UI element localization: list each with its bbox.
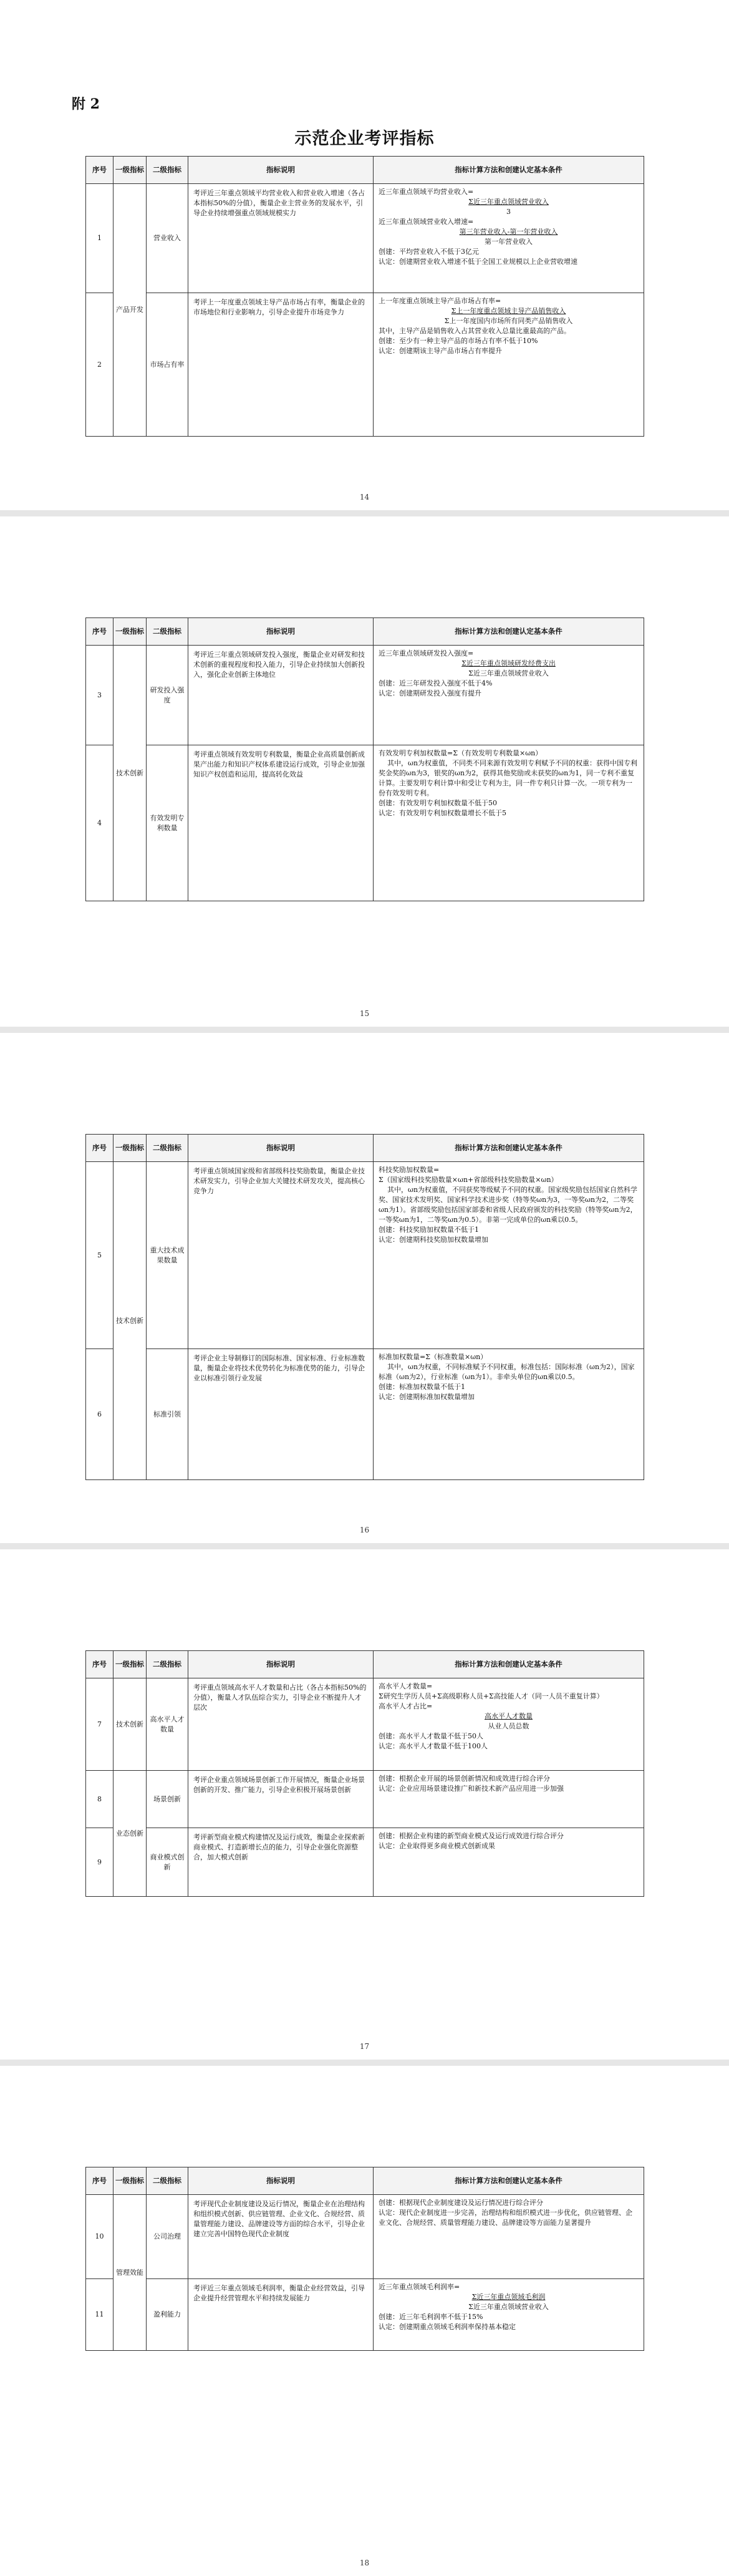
header-level1: 一级指标 [113,2167,147,2195]
formula-line: 创建：根据企业构建的新型商业模式及运行成效进行综合评分 [379,1832,564,1840]
formula-line: 科技奖励加权数量= [379,1166,440,1174]
level1-indicator: 管理效能 [113,2195,147,2351]
header-description: 指标说明 [188,157,374,184]
formula-line: 3 [506,207,511,216]
level2-indicator: 场景创新 [147,1771,188,1828]
formula-cell [374,2279,644,2351]
table-body [86,1162,644,1480]
formula-line: 认定：现代企业制度进一步完善，治理结构和组织模式进一步优化，供应链管理、企业文化、合规经营、质量管理能力建设、品牌建设等方面能力显著提升 [379,2208,632,2227]
formula-line: 认定：创建期营业收入增速不低于全国工业规模以上企业营收增速 [379,257,577,266]
table-header [86,2167,644,2195]
row-index: 4 [86,745,113,901]
table-body [86,646,644,901]
header-description: 指标说明 [188,1135,374,1162]
document-title: 示范企业考评指标 [294,129,435,148]
formula-line: 认定：创建期科技奖励加权数量增加 [379,1235,488,1244]
formula-line: 创建：至少有一种主导产品的市场占有率不低于10% [379,336,538,345]
formula-cell [374,2195,644,2279]
header-index: 序号 [86,1135,113,1162]
formula-cell [374,1828,644,1897]
formula-line: 从业人员总数 [488,1721,529,1730]
formula-line: 高水平人才占比= [379,1702,433,1710]
level2-indicator: 市场占有率 [147,293,188,437]
formula-cell [374,1678,644,1771]
row-index: 8 [86,1771,113,1828]
formula-line: 认定：企业应用场景建设推广和新技术新产品应用进一步加强 [379,1784,564,1793]
header-formula: 指标计算方法和创建认定基本条件 [374,1135,644,1162]
formula-line: 有效发明专利加权数量=Σ（有效发明专利数量×ωn） [379,749,543,757]
formula-cell [374,646,644,745]
header-index: 序号 [86,157,113,184]
formula-line: Σ上一年度重点领域主导产品销售收入 [451,306,566,315]
formula-line: 认定：创建期标准加权数量增加 [379,1392,475,1401]
header-formula: 指标计算方法和创建认定基本条件 [374,2167,644,2195]
header-level1: 一级指标 [113,1651,147,1678]
formula-line: 创建：有效发明专利加权数量不低于50 [379,798,497,807]
table-header-row [86,618,644,646]
table-row [86,1162,644,1349]
formula-line: 认定：创建期研发投入强度有提升 [379,689,481,697]
table-row [86,1771,644,1828]
indicator-description: 考评重点领域国家级和省部级科技奖励数量，衡量企业技术研发实力，引导企业加大关键技术研发攻关，提高核心竞争力 [188,1162,374,1349]
formula-line: 近三年重点领域营业收入增速= [379,217,474,226]
table-row [86,2195,644,2279]
table-header-row [86,157,644,184]
header-formula: 指标计算方法和创建认定基本条件 [374,157,644,184]
formula-line: 创建：科技奖励加权数量不低于1 [379,1225,479,1234]
formula-cell [374,1349,644,1480]
formula-line: Σ近三年重点领域毛利润 [471,2292,546,2301]
indicator-description: 考评企业重点领域场景创新工作开展情况，衡量企业场景创新的开发、推广能力，引导企业积极开展场景创新 [188,1771,374,1828]
formula-line: 创建：平均营业收入不低于3亿元 [379,247,479,256]
formula-line: Σ（国家级科技奖励数量×ωn+省部级科技奖励数量×ωn） [379,1175,558,1184]
table-header-row [86,1651,644,1678]
table-row [86,646,644,745]
formula-line: 第一年营业收入 [485,237,533,246]
formula-line: Σ近三年重点领域营业收入 [468,669,549,677]
header-formula: 指标计算方法和创建认定基本条件 [374,1651,644,1678]
document-page [0,1549,729,2060]
indicator-description: 考评上一年度重点领域主导产品市场占有率，衡量企业的市场地位和行业影响力，引导企业提升市场竞争力 [188,293,374,437]
header-index: 序号 [86,2167,113,2195]
page-number: 15 [359,1009,370,1018]
formula-line: 认定：企业取得更多商业模式创新成果 [379,1841,495,1850]
row-index: 5 [86,1162,113,1349]
formula-line: Σ上一年度国内市场所有同类产品销售收入 [444,316,573,325]
document-page [0,516,729,1027]
page-number: 17 [359,2042,370,2051]
indicator-table [85,617,644,901]
formula-line: 创建：近三年研发投入强度不低于4% [379,679,493,687]
level1-indicator: 技术创新 [113,646,147,901]
level2-indicator: 高水平人才数量 [147,1678,188,1771]
header-level2: 二级指标 [147,1651,188,1678]
formula-line: 创建：近三年毛利润率不低于15% [379,2312,483,2321]
formula-cell [374,745,644,901]
level2-indicator: 营业收入 [147,184,188,293]
formula-line: 创建：根据现代企业制度建设及运行情况进行综合评分 [379,2199,543,2207]
row-index: 10 [86,2195,113,2279]
indicator-description: 考评近三年重点领域毛利润率，衡量企业经营效益，引导企业提升经营管理水平和持续发展能力 [188,2279,374,2351]
document-page [0,2066,729,2576]
formula-cell [374,293,644,437]
header-level2: 二级指标 [147,2167,188,2195]
formula-line: 其中，ωn为权重值，不同类不同来源有效发明专利赋予不同的权重：获得中国专利奖金奖的ωn为3，银奖的ωn为2，获得其他奖励或未获奖的ωn为1，同一专利不重复计算。主要发明专利计算中和受让专利为主，同一件专利只计算一次。一项专利为一份有效发明专利。 [379,758,638,797]
indicator-description: 考评近三年重点领域平均营业收入和营业收入增速（各占本指标50%的分值），衡量企业主营业务的发展水平，引导企业持续增强重点领域规模实力 [188,184,374,293]
table-header [86,1651,644,1678]
header-level2: 二级指标 [147,157,188,184]
formula-line: 认定：创建期该主导产品市场占有率提升 [379,346,502,355]
table-row [86,293,644,437]
formula-line: 标准加权数量=Σ（标准数量×ωn） [379,1353,488,1361]
indicator-table [85,2167,644,2351]
level1-indicator: 技术创新 [113,1678,147,1771]
table-header [86,157,644,184]
level2-indicator: 盈利能力 [147,2279,188,2351]
formula-line: 高水平人才数量 [485,1712,533,1720]
header-description: 指标说明 [188,1651,374,1678]
table-header [86,618,644,646]
annex-label: 附 2 [72,96,100,112]
table-body [86,2195,644,2351]
formula-line: 创建：根据企业开展的场景创新情况和成效进行综合评分 [379,1775,550,1783]
row-index: 2 [86,293,113,437]
header-level1: 一级指标 [113,618,147,646]
formula-line: 认定：高水平人才数量不低于100人 [379,1741,488,1750]
formula-line: Σ近三年重点领域营业收入 [468,197,549,206]
formula-cell [374,1771,644,1828]
formula-line: 创建：高水平人才数量不低于50人 [379,1731,483,1740]
table-body [86,1678,644,1897]
document-page [0,0,729,510]
formula-line: Σ研究生学历人员+Σ高级职称人员+Σ高技能人才（同一人员不重复计算） [379,1692,604,1700]
row-index: 1 [86,184,113,293]
table-row [86,745,644,901]
document-page [0,1033,729,1543]
row-index: 3 [86,646,113,745]
formula-line: 上一年度重点领域主导产品市场占有率= [379,297,501,305]
table-row [86,1349,644,1480]
formula-line: 其中，ωn为权重值，不同获奖等级赋予不同的权重。国家级奖励包括国家自然科学奖、国家技术发明奖、国家科学技术进步奖（特等奖ωn为3，一等奖ωn为2，二等奖ωn为1）。省部级奖励包括国家部委和省级人民政府颁发的科技奖励（特等奖ωn为2，一等奖ωn为1，二等奖ωn为0.5）。非第一完成单位的ωn乘以0.5。 [379,1185,638,1224]
row-index: 9 [86,1828,113,1897]
table-header [86,1135,644,1162]
table-row [86,1678,644,1771]
formula-line: Σ近三年重点领域营业收入 [468,2302,549,2311]
formula-cell [374,184,644,293]
header-formula: 指标计算方法和创建认定基本条件 [374,618,644,646]
page-number: 16 [359,1526,370,1534]
level2-indicator: 公司治理 [147,2195,188,2279]
indicator-description: 考评现代企业制度建设及运行情况，衡量企业在治理结构和组织模式创新、供应链管理、企业文化、合规经营、质量管理能力建设、品牌建设等方面的综合水平，引导企业建立完善中国特色现代企业制度 [188,2195,374,2279]
indicator-description: 考评重点领域有效发明专利数量，衡量企业高质量创新成果产出能力和知识产权体系建设运行成效，引导企业加强知识产权创造和运用，提高转化效益 [188,745,374,901]
indicator-description: 考评重点领域高水平人才数量和占比（各占本指标50%的分值），衡量人才队伍综合实力，引导企业不断提升人才层次 [188,1678,374,1771]
formula-line: 其中，主导产品是销售收入占其营业收入总量比重最高的产品。 [379,326,571,335]
header-level1: 一级指标 [113,1135,147,1162]
level2-indicator: 研发投入强度 [147,646,188,745]
indicator-table [85,156,644,437]
table-row [86,2279,644,2351]
table-row [86,1828,644,1897]
indicator-description: 考评新型商业模式构建情况及运行成效，衡量企业探索新商业模式、打造新增长点的能力，引导企业强化资源整合，加大模式创新 [188,1828,374,1897]
level1-indicator: 产品开发 [113,184,147,437]
header-description: 指标说明 [188,618,374,646]
level2-indicator: 标准引领 [147,1349,188,1480]
formula-line: Σ近三年重点领域研发经费支出 [461,659,556,667]
row-index: 6 [86,1349,113,1480]
level2-indicator: 重大技术成果数量 [147,1162,188,1349]
table-body [86,184,644,437]
formula-line: 认定：创建期重点领域毛利润率保持基本稳定 [379,2322,516,2331]
header-index: 序号 [86,618,113,646]
indicator-table [85,1650,644,1897]
formula-line: 高水平人才数量= [379,1682,433,1690]
table-header-row [86,1135,644,1162]
level2-indicator: 商业模式创新 [147,1828,188,1897]
page-number: 14 [359,493,370,501]
level1-indicator: 技术创新 [113,1162,147,1480]
formula-line: 创建：标准加权数量不低于1 [379,1382,465,1391]
indicator-table [85,1134,644,1480]
level1-indicator: 业态创新 [113,1771,147,1897]
header-index: 序号 [86,1651,113,1678]
formula-cell [374,1162,644,1349]
table-header-row [86,2167,644,2195]
indicator-description: 考评近三年重点领域研发投入强度，衡量企业对研发和技术创新的重视程度和投入能力，引导企业持续加大创新投入，强化企业创新主体地位 [188,646,374,745]
header-description: 指标说明 [188,2167,374,2195]
formula-line: 认定：有效发明专利加权数量增长不低于5 [379,808,506,817]
formula-line: 其中，ωn为权重，不同标准赋予不同权重，标准包括：国际标准（ωn为2），国家标准（ωn为2），行业标准（ωn为1）。非牵头单位的ωn乘以0.5。 [379,1362,635,1381]
level2-indicator: 有效发明专利数量 [147,745,188,901]
formula-line: 第三年营业收入-第一年营业收入 [459,227,558,236]
header-level2: 二级指标 [147,618,188,646]
table-row [86,184,644,293]
formula-line: 近三年重点领域毛利润率= [379,2283,460,2291]
header-level1: 一级指标 [113,157,147,184]
header-level2: 二级指标 [147,1135,188,1162]
indicator-description: 考评企业主导制修订的国际标准、国家标准、行业标准数量，衡量企业将技术优势转化为标准优势的能力，引导企业以标准引领行业发展 [188,1349,374,1480]
formula-line: 近三年重点领域平均营业收入= [379,188,474,196]
formula-line: 近三年重点领域研发投入强度= [379,649,474,657]
row-index: 11 [86,2279,113,2351]
page-number: 18 [359,2559,370,2567]
row-index: 7 [86,1678,113,1771]
